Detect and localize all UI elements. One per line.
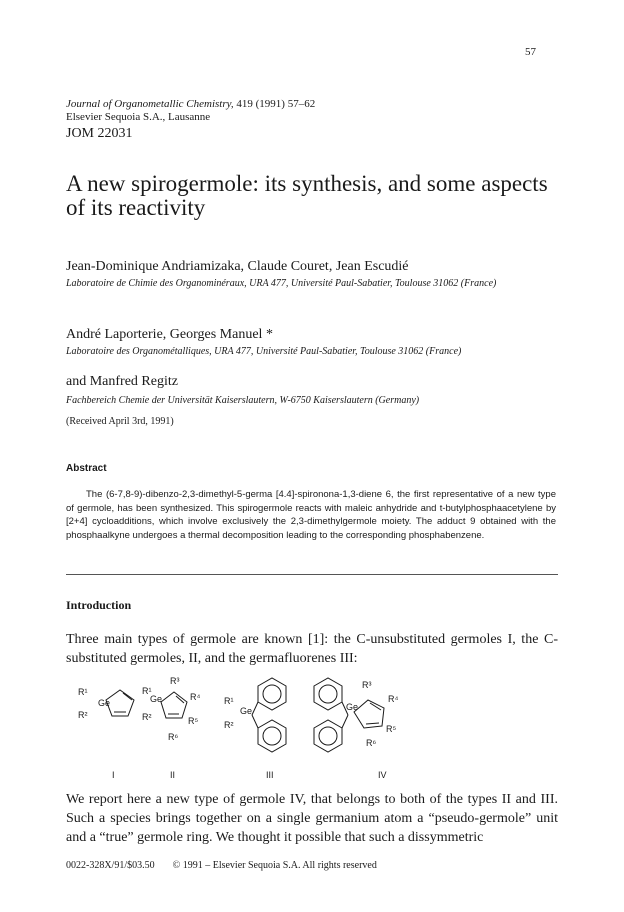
received-date: (Received April 3rd, 1991) [66, 416, 174, 427]
structure-I-r1: R¹ [78, 687, 88, 697]
structure-III-ge: Ge [240, 706, 253, 716]
structure-II-r1: R¹ [142, 686, 152, 696]
affiliation-1: Laboratoire de Chimie des Organominéraux, URA 477, Université Paul-Sabatier, Toulouse 31062 (France) [66, 278, 497, 289]
paper-title: A new spirogermole: its synthesis, and some aspects of its reactivity [66, 171, 548, 220]
journal-volume: 419 (1991) 57–62 [233, 98, 316, 110]
structure-I [78, 687, 134, 780]
journal-name: Journal of Organometallic Chemistry, [66, 98, 234, 110]
affiliation-2: Laboratoire des Organométalliques, URA 477, Université Paul-Sabatier, Toulouse 31062 (France) [66, 346, 462, 357]
germole-structures-figure [66, 670, 558, 785]
jom-code: JOM 22031 [66, 126, 133, 141]
structure-III-r2: R² [224, 720, 234, 730]
structure-IV-r5: R⁵ [386, 724, 397, 734]
intro-paragraph-2: We report here a new type of germole IV, that belongs to both of the types II and III. Such a species brings together on a single germanium atom a “pseudo-germole” unit and a “true” germole ring. We thought it possible that such a dissymmetric [66, 792, 558, 845]
structure-IV-r6: R⁶ [366, 738, 377, 748]
structure-III-r1: R¹ [224, 696, 234, 706]
footer [66, 860, 395, 871]
footer-code: 0022-328X/91/$03.50 [66, 860, 155, 871]
structure-I-label: I [112, 770, 115, 780]
structure-II-ge: Ge [150, 694, 163, 704]
abstract-text: The (6-7,8-9)-dibenzo-2,3-dimethyl-5-germa [4.4]-spirononа-1,3-diene 6, the first representative of a new type of germole, has been synthesized. This spirogermole reacts with maleic anhydride and t-butylphosphaacetylene by [2+4] cycloadditions, which involve exclusively the 2,3-dimethylgermole moiety. The adduct 9 obtained with the phosphaalkyne undergoes a thermal decomposition leading to the corresponding phosphabenzene. [66, 489, 556, 541]
affiliation-3: Fachbereich Chemie der Universität Kaiserslautern, W-6750 Kaiserslautern (Germany) [66, 395, 420, 406]
structure-II-r5: R⁵ [188, 716, 199, 726]
publisher: Elsevier Sequoia S.A., Lausanne [66, 111, 211, 123]
structure-II-r2: R² [142, 712, 152, 722]
divider [66, 574, 558, 575]
structure-III-label: III [266, 770, 274, 780]
structure-I-r2: R² [78, 710, 88, 720]
authors-3: and Manfred Regitz [66, 374, 178, 389]
structure-II [142, 676, 200, 780]
structure-I-ge: Ge [98, 698, 111, 708]
structure-IV-ge: Ge [346, 702, 359, 712]
structure-III [224, 678, 286, 780]
authors-2: André Laporterie, Georges Manuel * [66, 327, 273, 342]
structure-IV-r4: R⁴ [388, 694, 399, 704]
structure-IV-r3: R³ [362, 680, 372, 690]
structure-II-r6: R⁶ [168, 732, 179, 742]
journal-citation [66, 98, 315, 111]
structure-II-label: II [170, 770, 176, 780]
structure-IV-label: IV [378, 770, 387, 780]
intro-paragraph-1: Three main types of germole are known [1]: the C-unsubstituted germoles I, the C-substituted germoles, II, and the germafluorenes III: [66, 632, 558, 666]
introduction-heading: Introduction [66, 598, 132, 612]
page-number: 57 [525, 46, 536, 58]
structure-II-r4: R⁴ [190, 692, 201, 702]
structure-II-r3: R³ [170, 676, 180, 686]
footer-copyright: © 1991 – Elsevier Sequoia S.A. All rights reserved [172, 860, 377, 871]
authors-1: Jean-Dominique Andriamizaka, Claude Couret, Jean Escudié [66, 259, 409, 274]
abstract-heading: Abstract [66, 463, 107, 474]
structure-IV [314, 678, 398, 780]
